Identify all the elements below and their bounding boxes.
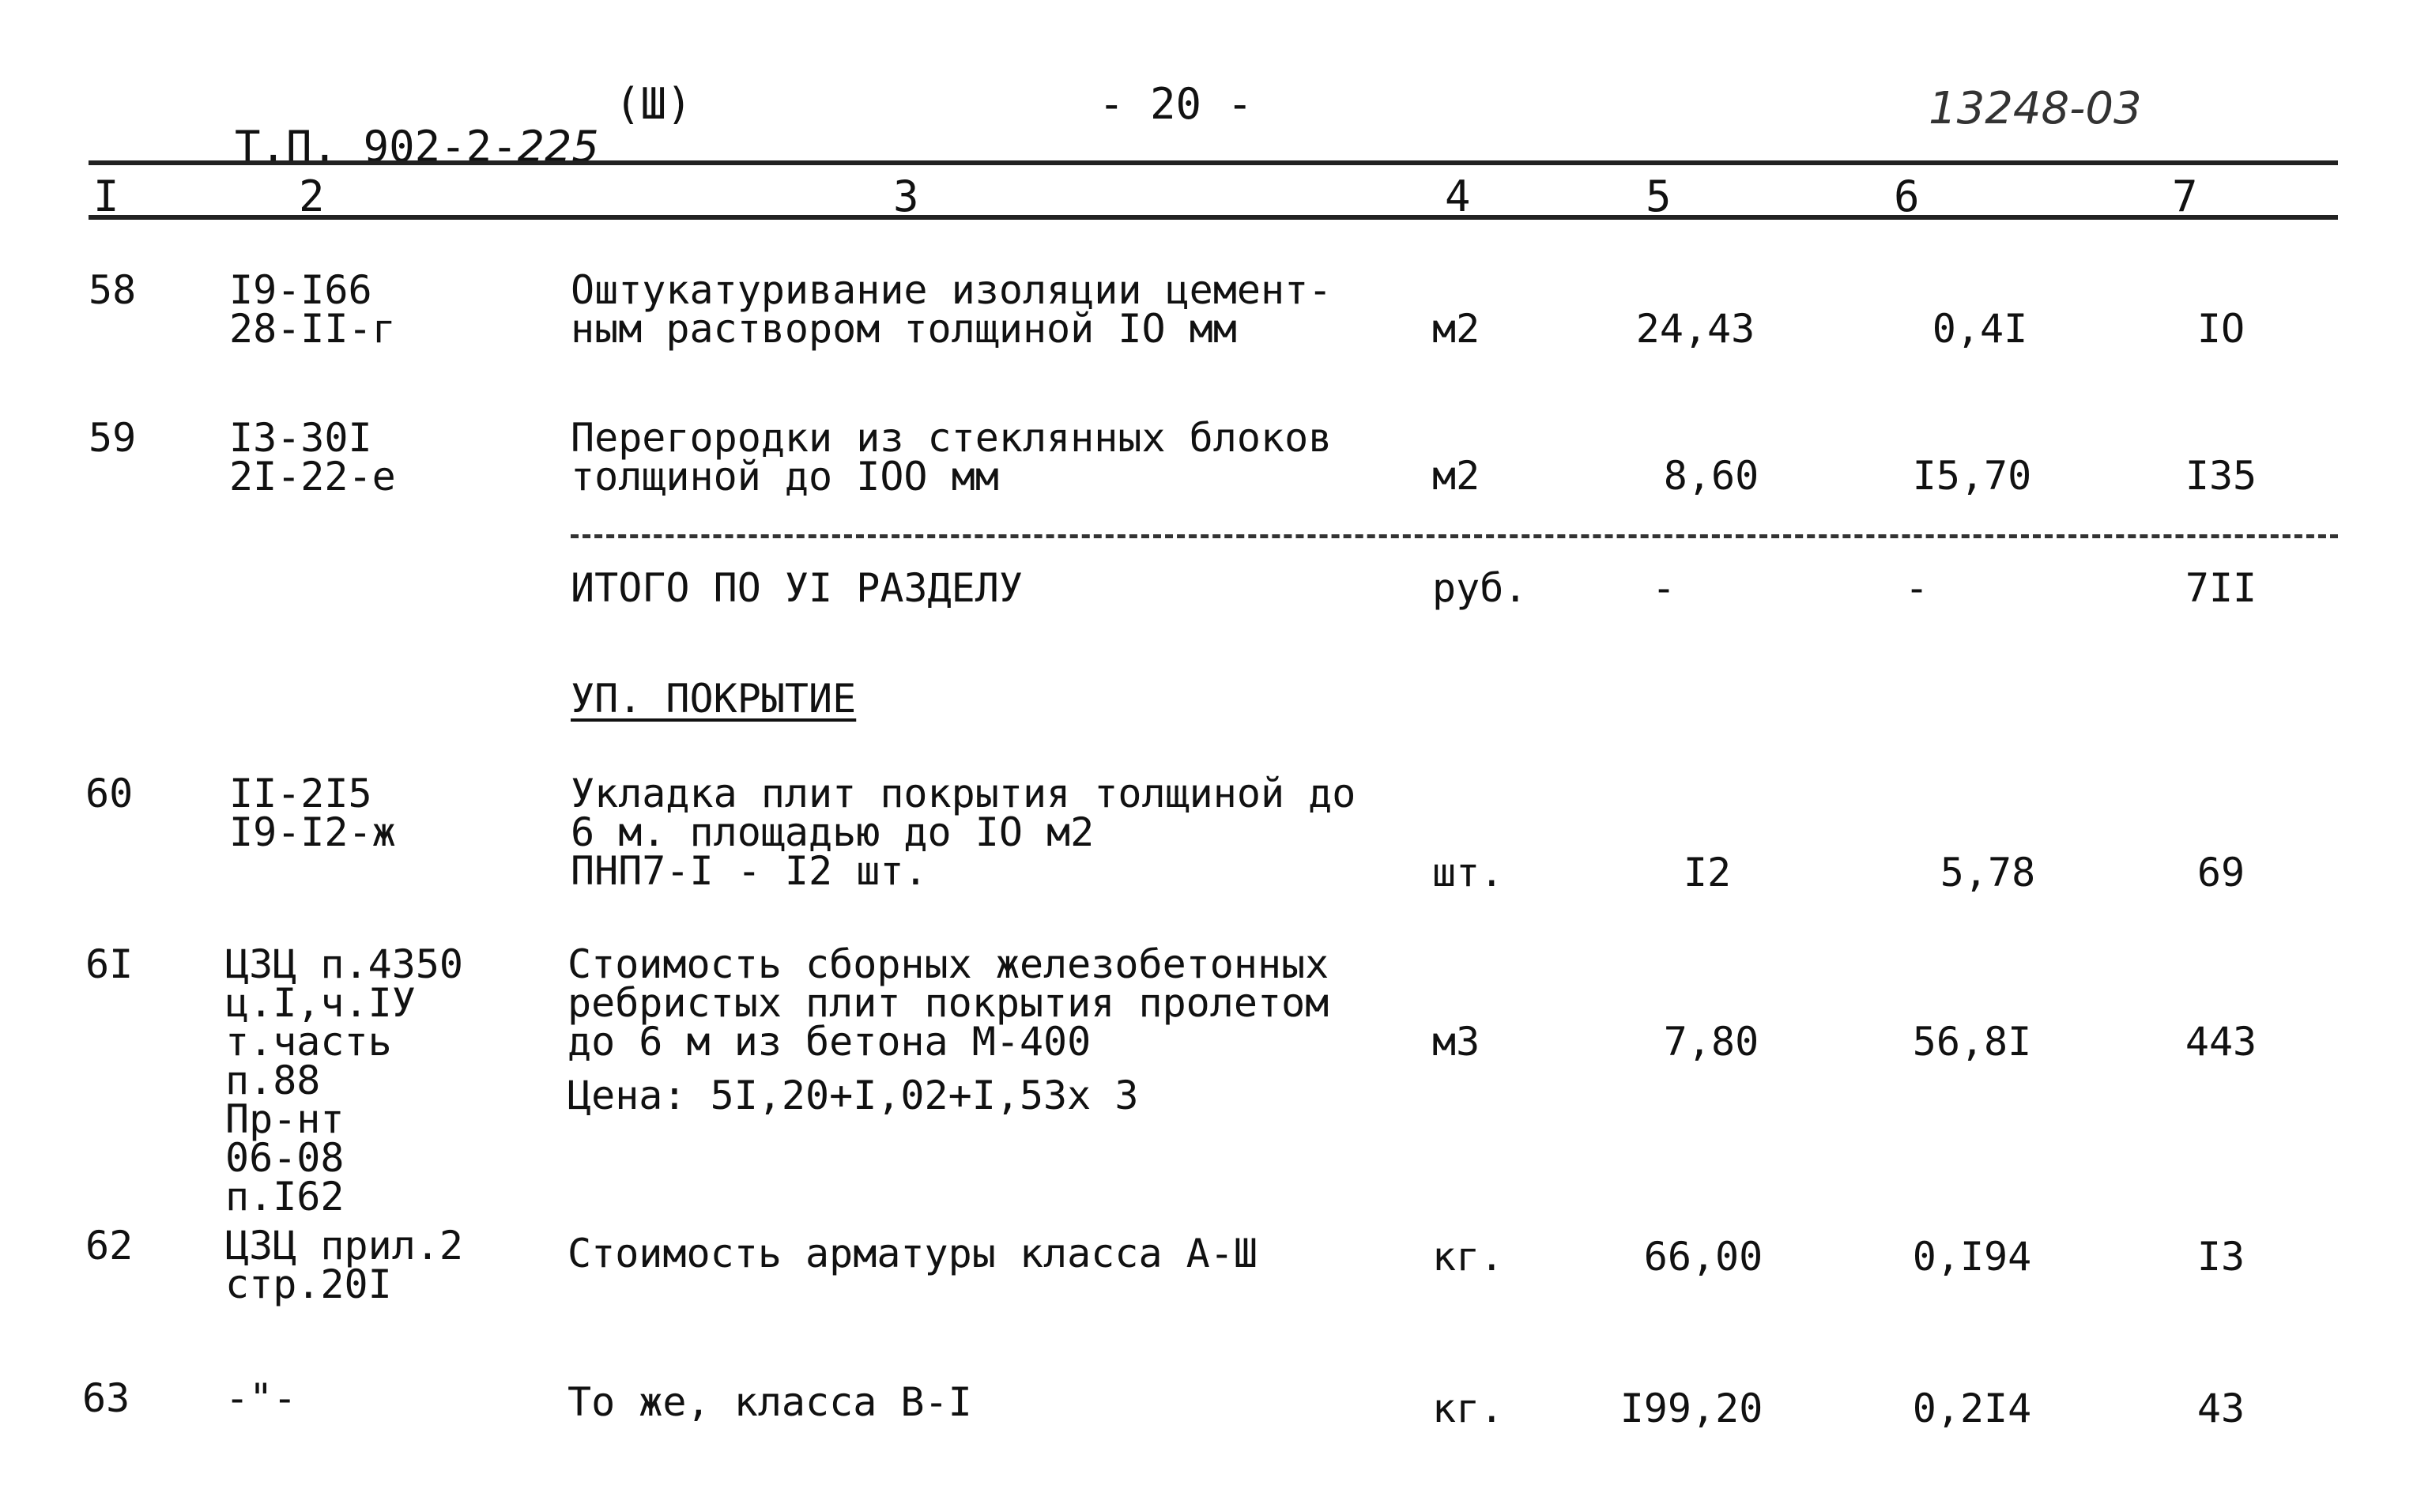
subtotal-quantity: -: [1651, 565, 1676, 611]
norm-code: I9-I66 28-II-г: [229, 267, 396, 352]
norm-code: -"-: [225, 1375, 297, 1421]
column-header-4: 4: [1445, 172, 1471, 221]
column-header-3: 3: [893, 172, 919, 221]
unit: кг.: [1432, 1234, 1504, 1280]
unit: кг.: [1432, 1386, 1504, 1431]
quantity: 66,00: [1643, 1234, 1763, 1280]
unit: м2: [1432, 306, 1480, 352]
section-heading: УП. ПОКРЫТИЕ: [571, 676, 857, 722]
norm-code: ЦЗЦ п.4350 ц.I,ч.IУ т.часть п.88 Пр-нт 06-08 п.I62: [225, 941, 464, 1220]
table-top-rule: [89, 160, 2338, 165]
price-formula: Цена: 5I,20+I,02+I,53х 3: [567, 1073, 1139, 1118]
work-description: Укладка плит покрытия толщиной до 6 м. площадью до IO м2 ПНП7-I - I2 шт.: [571, 771, 1356, 894]
norm-code: II-2I5 I9-I2-ж: [229, 771, 396, 855]
subtotal-unit: руб.: [1432, 565, 1528, 611]
row-number: 63: [82, 1375, 130, 1421]
unit-price: 5,78: [1940, 850, 2036, 896]
column-header-7: 7: [2172, 172, 2198, 221]
row-number: 62: [85, 1223, 134, 1269]
total-cost: I35: [2185, 453, 2257, 499]
work-description: То же, класса В-I: [567, 1379, 972, 1425]
subtotal-dashed-rule: [571, 534, 2338, 538]
document-code-printed: Т.П. 902-2-: [235, 122, 518, 172]
unit-price: 56,8I: [1912, 1019, 2032, 1065]
column-header-5: 5: [1646, 172, 1672, 221]
unit: м3: [1432, 1019, 1480, 1065]
page-number: - 20 -: [1099, 79, 1254, 129]
document-code-handwritten: 225: [517, 122, 599, 172]
volume-number: (Ш): [615, 79, 692, 129]
row-number: 60: [85, 771, 134, 816]
row-number: 59: [89, 415, 137, 461]
quantity: I99,20: [1620, 1386, 1763, 1431]
quantity: 7,80: [1663, 1019, 1759, 1065]
row-number: 6I: [85, 941, 134, 987]
total-cost: 443: [2185, 1019, 2257, 1065]
unit-price: 0,I94: [1912, 1234, 2032, 1280]
column-header-6: 6: [1894, 172, 1920, 221]
unit-price: 0,4I: [1932, 306, 2028, 352]
norm-code: I3-30I 2I-22-е: [229, 415, 396, 500]
row-number: 58: [89, 267, 137, 313]
total-cost: 69: [2196, 850, 2245, 896]
work-description: Перегородки из стеклянных блоков толщиной до IOO мм: [571, 415, 1333, 500]
quantity: 8,60: [1663, 453, 1759, 499]
unit: м2: [1432, 453, 1480, 499]
work-description: Стоимость арматуры класса А-Ш: [567, 1231, 1258, 1276]
subtotal-price: -: [1904, 565, 1929, 611]
total-cost: IO: [2196, 306, 2245, 352]
unit-price: 0,2I4: [1912, 1386, 2032, 1431]
norm-code: ЦЗЦ прил.2 стр.20I: [225, 1223, 464, 1307]
quantity: I2: [1683, 850, 1732, 896]
unit: шт.: [1432, 850, 1504, 896]
total-cost: I3: [2196, 1234, 2245, 1280]
subtotal-total: 7II: [2185, 565, 2257, 611]
document-code: [183, 83, 599, 172]
total-cost: 43: [2196, 1386, 2245, 1431]
work-description: Оштукатуривание изоляции цемент- ным раствором толщиной IO мм: [571, 267, 1333, 352]
archive-number: 13248-03: [1929, 83, 2142, 134]
column-header-rule: [89, 215, 2338, 220]
work-description: Стоимость сборных железобетонных ребристых плит покрытия пролетом до 6 м из бетона М-400: [567, 941, 1329, 1065]
subtotal-label: ИТОГО ПО УI РАЗДЕЛУ: [571, 565, 1023, 611]
quantity: 24,43: [1635, 306, 1755, 352]
column-header-1: I: [93, 172, 119, 221]
column-header-2: 2: [299, 172, 325, 221]
unit-price: I5,70: [1912, 453, 2032, 499]
